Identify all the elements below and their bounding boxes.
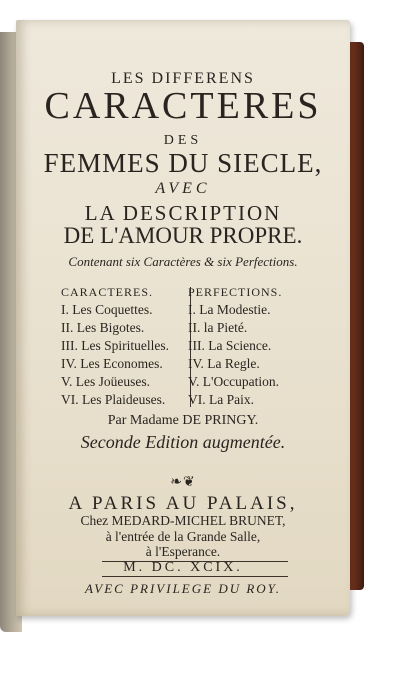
- perfections-header: PERFECTIONS.: [188, 285, 283, 299]
- perfection-item: IV. La Regle.: [188, 356, 260, 371]
- title-line-1: LES DIFFERENS: [111, 70, 255, 87]
- title-line-2: CARACTERES: [44, 85, 322, 127]
- privilege-line: AVEC PRIVILEGE DU ROY.: [85, 581, 281, 596]
- caracteres-column: [61, 283, 169, 409]
- perfection-item: V. L'Occupation.: [188, 374, 280, 389]
- contents-line: Contenant six Caractères & six Perfections.: [68, 254, 298, 269]
- caractere-item: IV. Les Economes.: [61, 356, 163, 371]
- date-rule-bottom: [102, 576, 288, 577]
- imprint-line-2: Chez MEDARD-MICHEL BRUNET,: [80, 513, 286, 528]
- imprint-line-3: à l'entrée de la Grande Salle,: [105, 529, 261, 544]
- title-line-3: DES: [163, 133, 203, 148]
- contents-columns: [16, 283, 350, 413]
- caractere-item: I. Les Coquettes.: [61, 302, 153, 317]
- perfections-column: [188, 283, 282, 409]
- title-page: [16, 20, 350, 616]
- caractere-item: V. Les Joüeuses.: [61, 374, 150, 389]
- date-line: M. DC. XCIX.: [123, 560, 243, 575]
- title-line-6: LA DESCRIPTION: [84, 201, 282, 225]
- title-line-5: AVEC: [155, 180, 211, 197]
- title-line-7: DE L'AMOUR PROPRE.: [63, 223, 303, 248]
- imprint-line-4: à l'Esperance.: [145, 544, 221, 559]
- title-line-4: FEMMES DU SIECLE,: [43, 148, 323, 178]
- caractere-item: II. Les Bigotes.: [61, 320, 145, 335]
- perfection-item: II. la Pieté.: [188, 320, 248, 335]
- perfection-item: VI. La Paix.: [188, 392, 254, 407]
- imprint-line-1: A PARIS AU PALAIS,: [68, 493, 298, 514]
- perfection-item: III. La Science.: [188, 338, 272, 353]
- perfection-item: I. La Modestie.: [188, 302, 271, 317]
- caracteres-header: CARACTERES.: [61, 285, 154, 299]
- fleuron-ornament: ❧❦: [170, 475, 196, 490]
- caractere-item: III. Les Spirituelles.: [61, 338, 169, 353]
- caractere-item: VI. Les Plaideuses.: [61, 392, 166, 407]
- edition-line: Seconde Edition augmentée.: [80, 432, 286, 452]
- author-line: Par Madame DE PRINGY.: [107, 413, 259, 428]
